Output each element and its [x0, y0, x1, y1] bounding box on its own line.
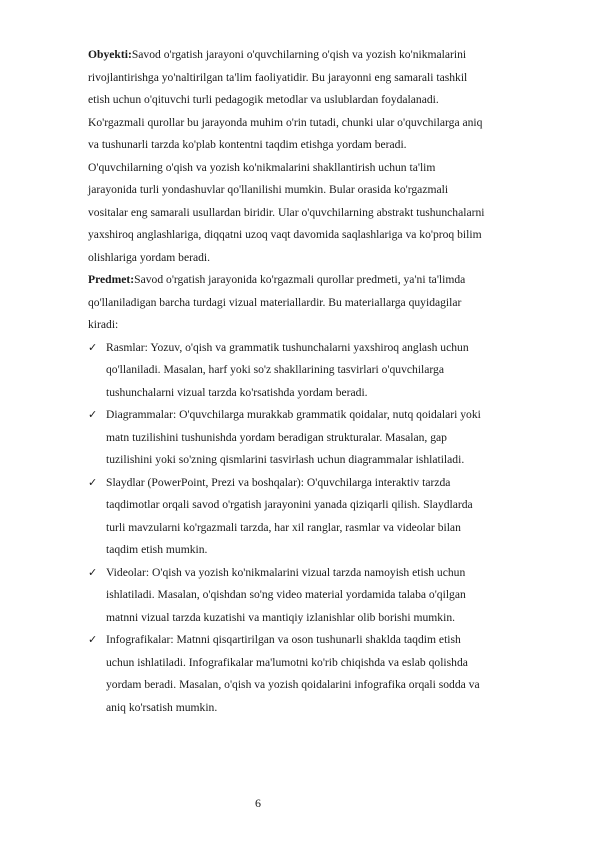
list-item: ✓ Rasmlar: Yozuv, o'qish va grammatik tushunchalarni yaxshiroq anglash uchun qo'llaniladi. Masalan, harf yoki so'z shakllarining tasvirlari o'quvchilarga tushunchalarni vizual tarzda ko'rsatishda yordam beradi.	[88, 337, 568, 405]
paragraph-line: jarayonida turli yondashuvlar qo'llanilishi mumkin. Bular orasida ko'rgazmali	[88, 183, 449, 196]
list-item: ✓ Diagrammalar: O'quvchilarga murakkab grammatik qoidalar, nutq qoidalari yoki matn tuzilishini tushunishda yordam beradigan strukturalar. Masalan, gap tuzilishini yoki so'zning qismlarini tasvirlash uchun diagrammalar ishlatiladi.	[88, 404, 568, 472]
paragraph-line: O'quvchilarning o'qish va yozish ko'nikmalarini shakllantirish uchun ta'lim	[88, 160, 436, 174]
paragraph-line: va tushunarli tarzda ko'plab kontentni taqdim etishga yordam beradi.	[88, 138, 407, 151]
paragraph-line: rivojlantirishga yo'naltirilgan ta'lim faoliyatidir. Bu jarayonni eng samarali tashkil	[88, 70, 468, 84]
checkmark-icon: ✓	[88, 565, 98, 579]
checkmark-icon: ✓	[88, 340, 98, 354]
list-item: ✓ Infografikalar: Matnni qisqartirilgan va oson tushunarli shaklda taqdim etish uchun ishlatiladi. Infografikalar ma'lumotni ko'rib chiqishda va eslab qolishda yordam beradi. Masalan, o'qish va yozish qoidalarini infografika orqali sodda va aniq ko'rsatish mumkin.	[88, 629, 568, 719]
list-item: ✓ Slaydlar (PowerPoint, Prezi va boshqalar): O'quvchilarga interaktiv tarzda taqdimotlar orqali savod o'rgatish jarayonini yanada qiziqarli qilish. Slaydlarda turli mavzularni ko'rgazmali tarzda, har xil ranglar, rasmlar va videolar bilan taqdim etish mumkin.	[88, 472, 568, 562]
paragraph-line: Ko'rgazmali qurollar bu jarayonda muhim o'rin tutadi, chunki ular o'quvchilarga aniq	[88, 115, 483, 129]
section-label-predmet: Predmet:	[88, 273, 135, 286]
text-column	[88, 44, 568, 719]
paragraph-line: olishlariga yordam beradi.	[88, 250, 211, 264]
paragraph-line: Predmet:Savod o'rgatish jarayonida ko'rgazmali qurollar predmeti, ya'ni ta'limda	[88, 273, 466, 286]
section-label-obyekti: Obyekti:	[88, 48, 132, 61]
list-item: ✓ Videolar: O'qish va yozish ko'nikmalarini vizual tarzda namoyish etish uchun ishlatiladi. Masalan, o'qishdan so'ng video material yordamida talaba o'qilgan matnni vizual tarzda kuzatishi va mantiqiy izlanishlar olib borishi mumkin.	[88, 562, 568, 630]
paragraph-line: kiradi:	[88, 318, 119, 331]
paragraph-line: etish uchun o'qituvchi turli pedagogik metodlar va uslublardan foydalanadi.	[88, 93, 439, 106]
checkmark-icon: ✓	[88, 475, 98, 489]
paragraph-line: yaxshiroq anglashlariga, diqqatni uzoq vaqt davomida saqlashlariga va ko'proq bilim	[88, 228, 482, 241]
paragraph-line: qo'llaniladigan barcha turdagi vizual materiallardir. Bu materiallarga quyidagilar	[88, 295, 462, 309]
paragraph-line: Obyekti:Savod o'rgatish jarayoni o'quvchilarning o'qish va yozish ko'nikmalarini	[88, 48, 467, 61]
page-number: 6	[255, 796, 261, 810]
paragraph-line: vositalar eng samarali usullardan biridir. Ular o'quvchilarning abstrakt tushunchalarni	[88, 205, 485, 219]
checkmark-icon: ✓	[88, 408, 98, 421]
checkmark-icon: ✓	[88, 633, 98, 646]
